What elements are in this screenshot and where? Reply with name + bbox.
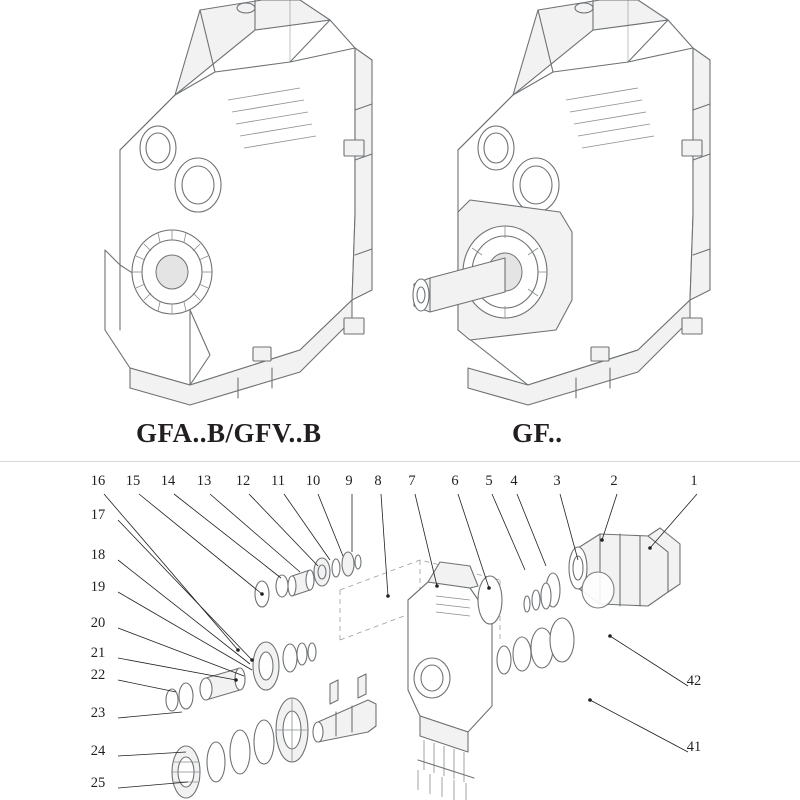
callout-number-14: 14 <box>160 473 176 489</box>
callout-number-11: 11 <box>271 473 285 489</box>
callout-number-20: 20 <box>90 615 106 631</box>
callout-number-23: 23 <box>90 705 106 721</box>
callout-number-15: 15 <box>125 473 141 489</box>
exploded-shafts <box>313 674 376 742</box>
callout-number-18: 18 <box>90 547 106 563</box>
callout-number-2: 2 <box>610 473 618 489</box>
caption-left: GFA..B/GFV..B <box>136 418 322 448</box>
callout-number-10: 10 <box>305 473 321 489</box>
callout-number-16: 16 <box>90 473 106 489</box>
callout-leaders-right <box>590 636 688 752</box>
callout-number-25: 25 <box>90 775 106 791</box>
callout-number-17: 17 <box>90 507 106 523</box>
callout-number-6: 6 <box>451 473 459 489</box>
callout-number-4: 4 <box>510 473 518 489</box>
section-divider <box>0 461 800 462</box>
callout-number-12: 12 <box>235 473 251 489</box>
callout-number-8: 8 <box>374 473 382 489</box>
exploded-bottom-left <box>172 698 308 798</box>
callout-number-24: 24 <box>90 743 106 759</box>
gearbox-isometric-right <box>413 0 710 405</box>
callout-number-5: 5 <box>485 473 493 489</box>
callout-number-7: 7 <box>408 473 416 489</box>
exploded-small-parts <box>255 552 361 607</box>
exploded-motor-unit <box>569 528 680 608</box>
callout-number-19: 19 <box>90 579 106 595</box>
callout-number-41: 41 <box>686 739 702 755</box>
callout-number-9: 9 <box>345 473 353 489</box>
callout-number-1: 1 <box>690 473 698 489</box>
callout-number-21: 21 <box>90 645 106 661</box>
callout-number-42: 42 <box>686 673 702 689</box>
callout-number-13: 13 <box>196 473 212 489</box>
exploded-assembly-drawing <box>104 494 697 800</box>
callout-number-3: 3 <box>553 473 561 489</box>
gearbox-isometric-left <box>105 0 372 405</box>
caption-right: GF.. <box>512 418 563 448</box>
callout-number-22: 22 <box>90 667 106 683</box>
